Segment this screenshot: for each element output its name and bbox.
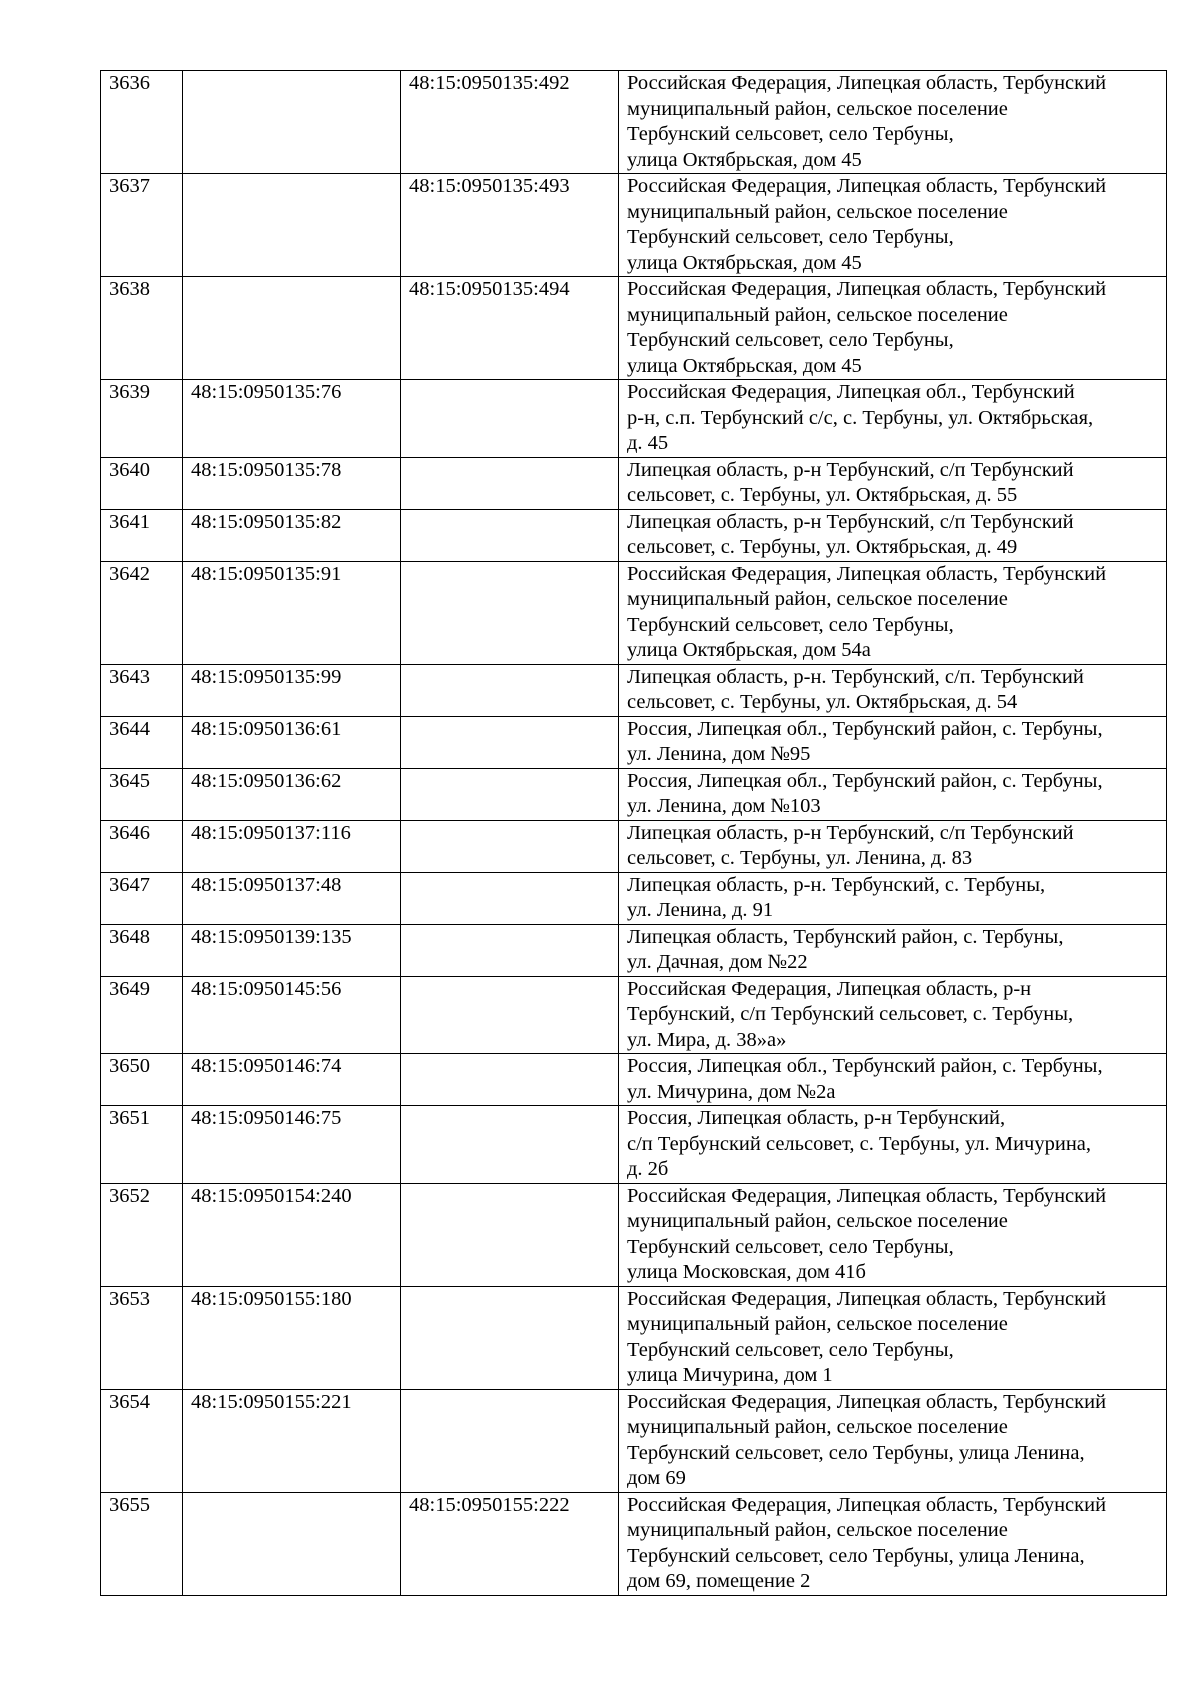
table-row xyxy=(101,71,1167,174)
land-cadastral-number: 48:15:0950137:48 xyxy=(183,872,401,924)
land-cadastral-number: 48:15:0950136:61 xyxy=(183,716,401,768)
address-line: ул. Мичурина, дом №2а xyxy=(627,1080,836,1103)
address-line: Тербунский сельсовет, село Тербуны, xyxy=(627,613,954,636)
address-line: муниципальный район, сельское поселение xyxy=(627,1313,1008,1335)
address-cell xyxy=(619,1286,1167,1389)
building-cadastral-number xyxy=(401,872,619,924)
row-number: 3649 xyxy=(101,976,183,1054)
building-cadastral-number xyxy=(401,716,619,768)
address-line: сельсовет, с. Тербуны, ул. Октябрьская, д. 55 xyxy=(627,484,1018,506)
address-line: Липецкая область, р-н Тербунский, с/п Тербунский xyxy=(627,821,1074,844)
land-cadastral-number xyxy=(183,277,401,380)
address-line: Тербунский сельсовет, село Тербуны, xyxy=(627,1338,954,1361)
address-cell xyxy=(619,1183,1167,1286)
address-cell xyxy=(619,1106,1167,1184)
row-number: 3647 xyxy=(101,872,183,924)
land-cadastral-number: 48:15:0950135:82 xyxy=(183,509,401,561)
address-line: с/п Тербунский сельсовет, с. Тербуны, ул. Мичурина, xyxy=(627,1132,1092,1155)
address-line: муниципальный район, сельское поселение xyxy=(627,200,1008,223)
table-row xyxy=(101,174,1167,277)
land-cadastral-number: 48:15:0950135:91 xyxy=(183,561,401,664)
address-line: Липецкая область, р-н Тербунский, с/п Тербунский xyxy=(627,510,1074,533)
building-cadastral-number xyxy=(401,457,619,509)
address-line: улица Октябрьская, дом 45 xyxy=(627,354,862,377)
address-line: Тербунский сельсовет, село Тербуны, улица Ленина, xyxy=(627,1441,1085,1464)
land-cadastral-number: 48:15:0950136:62 xyxy=(183,768,401,820)
land-cadastral-number: 48:15:0950139:135 xyxy=(183,924,401,976)
land-cadastral-number: 48:15:0950154:240 xyxy=(183,1183,401,1286)
building-cadastral-number xyxy=(401,1054,619,1106)
address-line: улица Московская, дом 41б xyxy=(627,1261,866,1283)
address-line: Тербунский сельсовет, село Тербуны, улица Ленина, xyxy=(627,1544,1085,1567)
address-line: Россия, Липецкая обл., Тербунский район, с. Тербуны, xyxy=(627,1055,1103,1077)
address-line: муниципальный район, сельское поселение xyxy=(627,97,1008,120)
building-cadastral-number: 48:15:0950155:222 xyxy=(401,1492,619,1595)
address-line: сельсовет, с. Тербуны, ул. Ленина, д. 83 xyxy=(627,847,973,869)
building-cadastral-number xyxy=(401,768,619,820)
address-line: р-н, с.п. Тербунский с/с, с. Тербуны, ул. Октябрьская, xyxy=(627,406,1094,429)
address-line: Тербунский сельсовет, село Тербуны, xyxy=(627,1235,954,1258)
building-cadastral-number xyxy=(401,561,619,664)
building-cadastral-number xyxy=(401,1389,619,1492)
address-line: Российская Федерация, Липецкая область, Тербунский xyxy=(627,1184,1107,1207)
address-cell xyxy=(619,664,1167,716)
address-line: сельсовет, с. Тербуны, ул. Октябрьская, д. 54 xyxy=(627,691,1018,713)
address-line: улица Октябрьская, дом 45 xyxy=(627,251,862,274)
building-cadastral-number xyxy=(401,1106,619,1184)
table-row xyxy=(101,1286,1167,1389)
building-cadastral-number xyxy=(401,1183,619,1286)
address-line: Тербунский сельсовет, село Тербуны, xyxy=(627,123,954,145)
table-row xyxy=(101,768,1167,820)
address-line: Российская Федерация, Липецкая область, Тербунский xyxy=(627,175,1107,197)
address-cell xyxy=(619,820,1167,872)
land-cadastral-number: 48:15:0950135:76 xyxy=(183,380,401,458)
building-cadastral-number xyxy=(401,509,619,561)
address-cell xyxy=(619,1389,1167,1492)
table-row xyxy=(101,716,1167,768)
address-line: Российская Федерация, Липецкая область, Тербунский xyxy=(627,1287,1107,1310)
address-line: улица Октябрьская, дом 45 xyxy=(627,148,862,171)
row-number: 3645 xyxy=(101,768,183,820)
address-line: Тербунский сельсовет, село Тербуны, xyxy=(627,226,954,248)
row-number: 3655 xyxy=(101,1492,183,1595)
land-cadastral-number: 48:15:0950155:221 xyxy=(183,1389,401,1492)
land-cadastral-number: 48:15:0950135:99 xyxy=(183,664,401,716)
address-cell xyxy=(619,509,1167,561)
address-line: Липецкая область, р-н. Тербунский, с. Тербуны, xyxy=(627,873,1046,896)
address-line: Российская Федерация, Липецкая область, Тербунский xyxy=(627,278,1107,300)
building-cadastral-number xyxy=(401,924,619,976)
address-cell xyxy=(619,924,1167,976)
row-number: 3644 xyxy=(101,716,183,768)
building-cadastral-number xyxy=(401,664,619,716)
land-cadastral-number xyxy=(183,71,401,174)
row-number: 3638 xyxy=(101,277,183,380)
row-number: 3643 xyxy=(101,664,183,716)
address-line: муниципальный район, сельское поселение xyxy=(627,588,1008,610)
building-cadastral-number xyxy=(401,820,619,872)
address-line: Липецкая область, Тербунский район, с. Тербуны, xyxy=(627,925,1064,948)
address-line: ул. Мира, д. 38»а» xyxy=(627,1028,787,1051)
address-line: д. 2б xyxy=(627,1158,669,1180)
row-number: 3642 xyxy=(101,561,183,664)
address-line: Тербунский сельсовет, село Тербуны, xyxy=(627,329,954,351)
building-cadastral-number: 48:15:0950135:493 xyxy=(401,174,619,277)
address-cell xyxy=(619,277,1167,380)
address-cell xyxy=(619,174,1167,277)
land-cadastral-number: 48:15:0950135:78 xyxy=(183,457,401,509)
row-number: 3640 xyxy=(101,457,183,509)
address-line: ул. Ленина, дом №103 xyxy=(627,795,821,817)
row-number: 3641 xyxy=(101,509,183,561)
address-line: Российская Федерация, Липецкая обл., Тербунский xyxy=(627,381,1075,403)
address-line: муниципальный район, сельское поселение xyxy=(627,1416,1008,1438)
address-cell xyxy=(619,1492,1167,1595)
address-cell xyxy=(619,561,1167,664)
building-cadastral-number: 48:15:0950135:494 xyxy=(401,277,619,380)
address-line: Липецкая область, р-н Тербунский, с/п Тербунский xyxy=(627,458,1074,481)
row-number: 3637 xyxy=(101,174,183,277)
address-line: Тербунский, с/п Тербунский сельсовет, с. Тербуны, xyxy=(627,1003,1074,1025)
address-line: Российская Федерация, Липецкая область, Тербунский xyxy=(627,562,1107,585)
address-cell xyxy=(619,71,1167,174)
address-line: Российская Федерация, Липецкая область, Тербунский xyxy=(627,1390,1107,1413)
building-cadastral-number: 48:15:0950135:492 xyxy=(401,71,619,174)
land-cadastral-number xyxy=(183,174,401,277)
land-cadastral-number xyxy=(183,1492,401,1595)
address-line: муниципальный район, сельское поселение xyxy=(627,1519,1008,1541)
table-row xyxy=(101,277,1167,380)
address-line: д. 45 xyxy=(627,432,669,454)
land-cadastral-number: 48:15:0950145:56 xyxy=(183,976,401,1054)
table-row xyxy=(101,509,1167,561)
building-cadastral-number xyxy=(401,976,619,1054)
table-row xyxy=(101,924,1167,976)
address-cell xyxy=(619,1054,1167,1106)
row-number: 3639 xyxy=(101,380,183,458)
row-number: 3651 xyxy=(101,1106,183,1184)
address-line: дом 69 xyxy=(627,1467,686,1489)
land-cadastral-number: 48:15:0950155:180 xyxy=(183,1286,401,1389)
row-number: 3653 xyxy=(101,1286,183,1389)
table-row xyxy=(101,820,1167,872)
address-line: Российская Федерация, Липецкая область, Тербунский xyxy=(627,72,1107,94)
address-line: Российская Федерация, Липецкая область, р-н xyxy=(627,977,1032,1000)
address-line: муниципальный район, сельское поселение xyxy=(627,303,1008,326)
table-row xyxy=(101,1183,1167,1286)
row-number: 3654 xyxy=(101,1389,183,1492)
table-row xyxy=(101,380,1167,458)
address-cell xyxy=(619,716,1167,768)
table-row xyxy=(101,872,1167,924)
table-row xyxy=(101,1389,1167,1492)
address-line: Россия, Липецкая обл., Тербунский район, с. Тербуны, xyxy=(627,717,1103,740)
address-line: дом 69, помещение 2 xyxy=(627,1570,811,1592)
address-cell xyxy=(619,976,1167,1054)
registry-table-body xyxy=(101,71,1167,1596)
row-number: 3652 xyxy=(101,1183,183,1286)
building-cadastral-number xyxy=(401,1286,619,1389)
row-number: 3648 xyxy=(101,924,183,976)
building-cadastral-number xyxy=(401,380,619,458)
table-row xyxy=(101,976,1167,1054)
address-line: Российская Федерация, Липецкая область, Тербунский xyxy=(627,1493,1107,1516)
table-row xyxy=(101,1054,1167,1106)
address-line: сельсовет, с. Тербуны, ул. Октябрьская, д. 49 xyxy=(627,536,1018,558)
address-line: муниципальный район, сельское поселение xyxy=(627,1210,1008,1232)
table-row xyxy=(101,457,1167,509)
land-cadastral-number: 48:15:0950146:74 xyxy=(183,1054,401,1106)
row-number: 3636 xyxy=(101,71,183,174)
address-line: Россия, Липецкая область, р-н Тербунский, xyxy=(627,1107,1006,1129)
table-row xyxy=(101,561,1167,664)
land-cadastral-number: 48:15:0950146:75 xyxy=(183,1106,401,1184)
address-line: Россия, Липецкая обл., Тербунский район, с. Тербуны, xyxy=(627,769,1103,792)
address-cell xyxy=(619,768,1167,820)
row-number: 3646 xyxy=(101,820,183,872)
registry-table xyxy=(100,70,1167,1596)
address-cell xyxy=(619,380,1167,458)
address-cell xyxy=(619,872,1167,924)
land-cadastral-number: 48:15:0950137:116 xyxy=(183,820,401,872)
table-row xyxy=(101,1492,1167,1595)
table-row xyxy=(101,664,1167,716)
address-line: ул. Ленина, д. 91 xyxy=(627,899,774,921)
address-line: ул. Дачная, дом №22 xyxy=(627,951,808,973)
address-line: улица Октябрьская, дом 54а xyxy=(627,639,871,661)
address-line: улица Мичурина, дом 1 xyxy=(627,1364,833,1386)
address-line: Липецкая область, р-н. Тербунский, с/п. Тербунский xyxy=(627,665,1084,688)
address-cell xyxy=(619,457,1167,509)
address-line: ул. Ленина, дом №95 xyxy=(627,743,811,765)
table-row xyxy=(101,1106,1167,1184)
row-number: 3650 xyxy=(101,1054,183,1106)
